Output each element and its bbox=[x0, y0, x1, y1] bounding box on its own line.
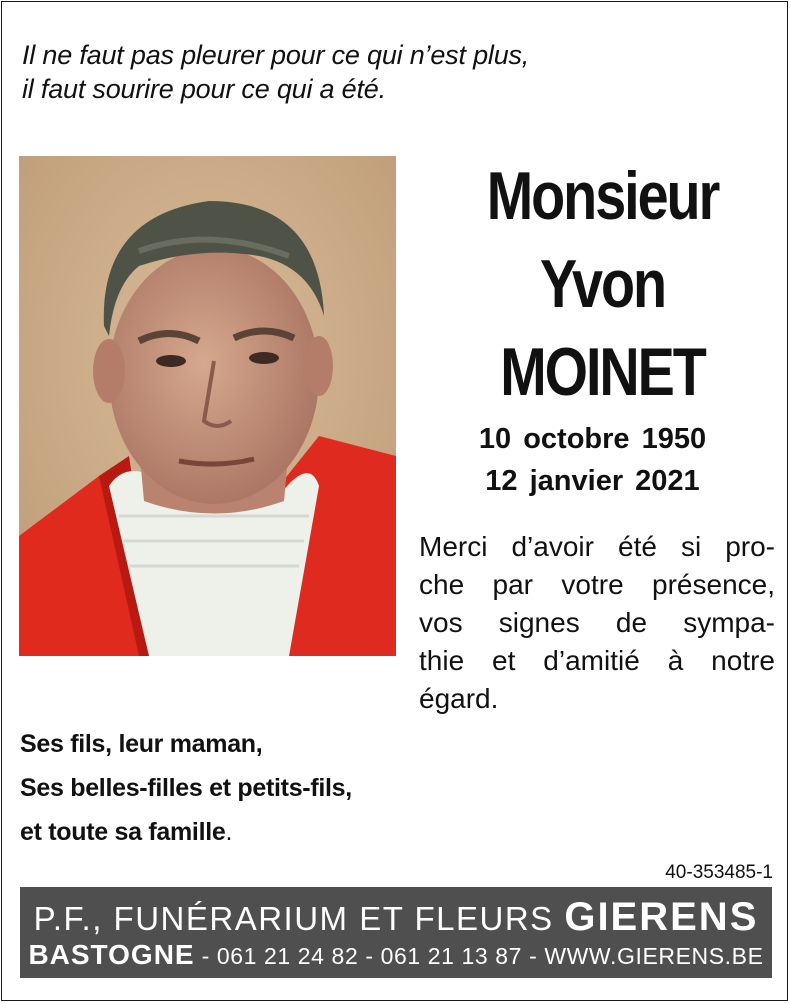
family-line-3-text: et toute sa famille bbox=[20, 818, 226, 846]
thanks-line-2: che par votre présence, bbox=[419, 569, 775, 600]
thanks-line-1: Merci d’avoir été si pro- bbox=[419, 531, 775, 562]
banner-city: BASTOGNE bbox=[28, 939, 195, 970]
funeral-home-banner bbox=[20, 887, 772, 978]
family-line-3 bbox=[20, 810, 352, 854]
reference-number: 40-353485-1 bbox=[665, 862, 773, 883]
thanks-line-4: thie et d’amitié à notre bbox=[419, 645, 775, 676]
family-line-2: Ses belles-filles et petits-fils, bbox=[20, 774, 352, 802]
family-line-1: Ses fils, leur maman, bbox=[20, 730, 263, 758]
banner-brand: GIERENS bbox=[564, 895, 759, 939]
banner-contact: - 061 21 24 82 - 061 21 13 87 - WWW.GIERENS.BE bbox=[194, 943, 764, 969]
deceased-name bbox=[461, 152, 744, 416]
name-title: Monsieur bbox=[486, 158, 719, 234]
life-dates bbox=[420, 418, 765, 502]
banner-prefix: P.F., FUNÉRARIUM ET FLEURS bbox=[33, 900, 565, 937]
name-last: MOINET bbox=[500, 334, 705, 410]
thanks-line-3: vos signes de sympa- bbox=[419, 607, 775, 638]
epigraph bbox=[22, 38, 529, 106]
epigraph-line-1: Il ne faut pas pleurer pour ce qui n’est plus, bbox=[22, 40, 530, 70]
family-line-3-period: . bbox=[225, 818, 233, 846]
birth-date: 10 octobre 1950 bbox=[478, 423, 707, 455]
family-signature bbox=[20, 722, 352, 854]
thanks-message bbox=[419, 528, 775, 718]
banner-line-1 bbox=[20, 895, 772, 940]
portrait-photo bbox=[19, 156, 396, 656]
name-first: Yvon bbox=[539, 246, 666, 322]
thanks-line-5: égard. bbox=[419, 683, 499, 714]
epigraph-line-2: il faut sourire pour ce qui a été. bbox=[22, 74, 386, 104]
banner-line-2 bbox=[20, 939, 772, 971]
death-date: 12 janvier 2021 bbox=[485, 465, 700, 497]
